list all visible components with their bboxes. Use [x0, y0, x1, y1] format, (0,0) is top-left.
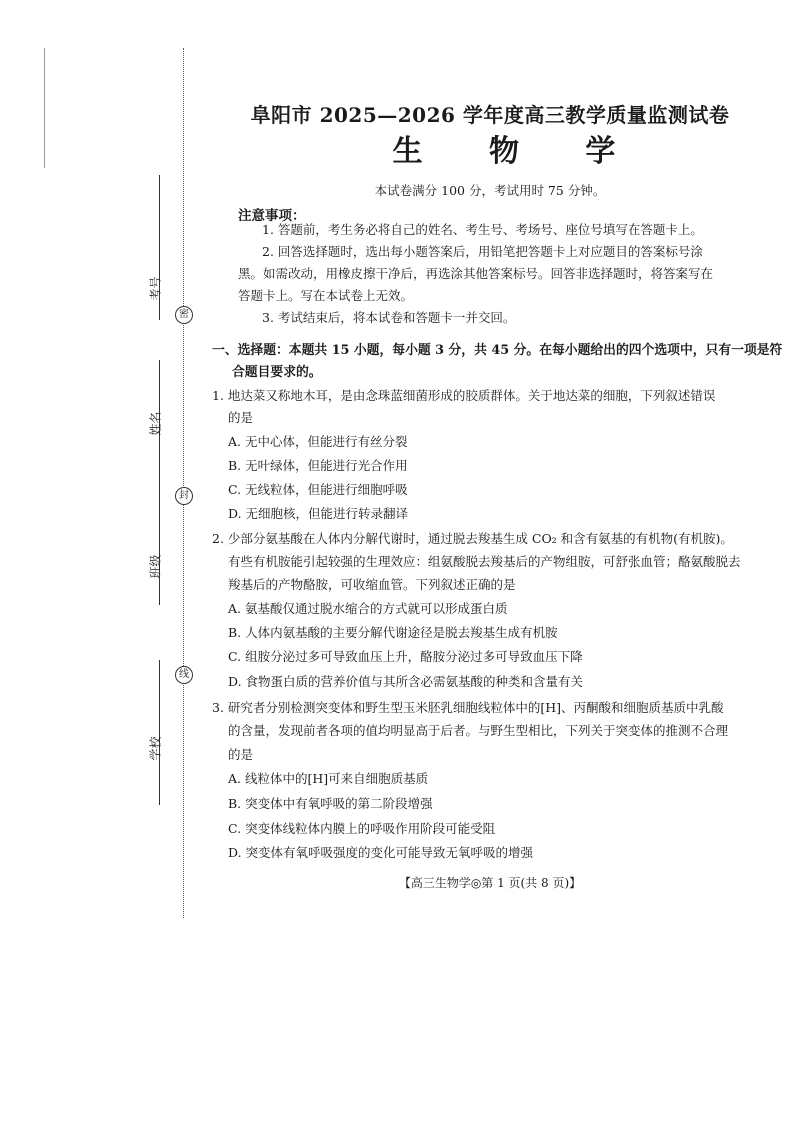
name-label: 姓名: [148, 411, 163, 436]
question-1-option-d: D. 无细胞核，但能进行转录翻译: [228, 506, 409, 521]
notice-line: 2. 回答选择题时，选出每小题答案后，用铅笔把答题卡上对应题目的答案标号涂: [262, 244, 703, 259]
question-3-stem: 3. 研究者分别检测突变体和野生型玉米胚乳细胞线粒体中的[H]、丙酮酸和细胞质基质中乳酸: [212, 700, 724, 715]
class-underline: [159, 460, 160, 605]
subject-title: 生 物 学: [392, 134, 644, 169]
question-1-stem: 的是: [228, 410, 254, 425]
question-2-stem: 有些有机胺能引起较强的生理效应：组氨酸脱去羧基后的产物组胺，可舒张血管；酪氨酸脱去: [228, 554, 741, 569]
question-3-stem: 的是: [228, 747, 254, 762]
notice-line: 3. 考试结束后，将本试卷和答题卡一并交回。: [262, 310, 516, 325]
question-1-stem: 1. 地达菜又称地木耳，是由念珠蓝细菌形成的胶质群体。关于地达菜的细胞，下列叙述错误: [212, 388, 716, 403]
question-3-option-c: C. 突变体线粒体内膜上的呼吸作用阶段可能受阻: [228, 821, 496, 836]
question-2-stem: 羧基后的产物酪胺，可收缩血管。下列叙述正确的是: [228, 577, 516, 592]
question-3-stem: 的含量，发现前者各项的值均明显高于后者。与野生型相比，下列关于突变体的推测不合理: [228, 723, 729, 738]
question-2-option-b: B. 人体内氨基酸的主要分解代谢途径是脱去羧基生成有机胺: [228, 625, 558, 640]
page-footer: 【高三生物学◎第 1 页(共 8 页)】: [398, 876, 582, 890]
binding-dotted-line: [183, 48, 184, 918]
question-2-stem: 2. 少部分氨基酸在人体内分解代谢时，通过脱去羧基生成 CO₂ 和含有氨基的有机物(有机胺)。: [212, 531, 733, 546]
question-1-option-b: B. 无叶绿体，但能进行光合作用: [228, 458, 408, 473]
notice-line: 答题卡上。写在本试卷上无效。: [238, 288, 414, 303]
question-2-option-d: D. 食物蛋白质的营养价值与其所含必需氨基酸的种类和含量有关: [228, 674, 584, 689]
question-3-option-d: D. 突变体有氧呼吸强度的变化可能导致无氧呼吸的增强: [228, 845, 534, 860]
school-underline: [159, 660, 160, 805]
question-3-option-b: B. 突变体中有氧呼吸的第二阶段增强: [228, 796, 433, 811]
notice-line: 1. 答题前，考生务必将自己的姓名、考生号、考场号、座位号填写在答题卡上。: [262, 222, 703, 237]
question-3-option-a: A. 线粒体中的[H]可来自细胞质基质: [228, 771, 429, 786]
exam-number-label: 考号: [148, 276, 163, 301]
exam-info: 本试卷满分 100 分，考试用时 75 分钟。: [374, 183, 606, 198]
question-1-option-c: C. 无线粒体，但能进行细胞呼吸: [228, 482, 408, 497]
question-2-option-a: A. 氨基酸仅通过脱水缩合的方式就可以形成蛋白质: [228, 601, 508, 616]
seal-xian: 线: [175, 666, 193, 684]
exam-title: 阜阳市 2025—2026 学年度高三教学质量监测试卷: [250, 103, 730, 127]
notice-heading: 注意事项：: [238, 208, 306, 224]
question-1-option-a: A. 无中心体，但能进行有丝分裂: [228, 434, 408, 449]
question-2-option-c: C. 组胺分泌过多可导致血压上升，酪胺分泌过多可导致血压下降: [228, 649, 583, 664]
notice-line: 黑。如需改动，用橡皮擦干净后，再选涂其他答案标号。回答非选择题时，将答案写在: [238, 266, 714, 281]
section-heading-cont: 合题目要求的。: [232, 365, 322, 380]
class-label: 班级: [148, 554, 163, 579]
section-heading: 一、选择题：本题共 15 小题，每小题 3 分，共 45 分。在每小题给出的四个选项中，只有一项是符: [212, 343, 783, 358]
seal-feng: 封: [175, 487, 193, 505]
school-label: 学校: [148, 736, 163, 761]
page-edge-line: [44, 48, 45, 168]
seal-mi: 密: [175, 306, 193, 324]
